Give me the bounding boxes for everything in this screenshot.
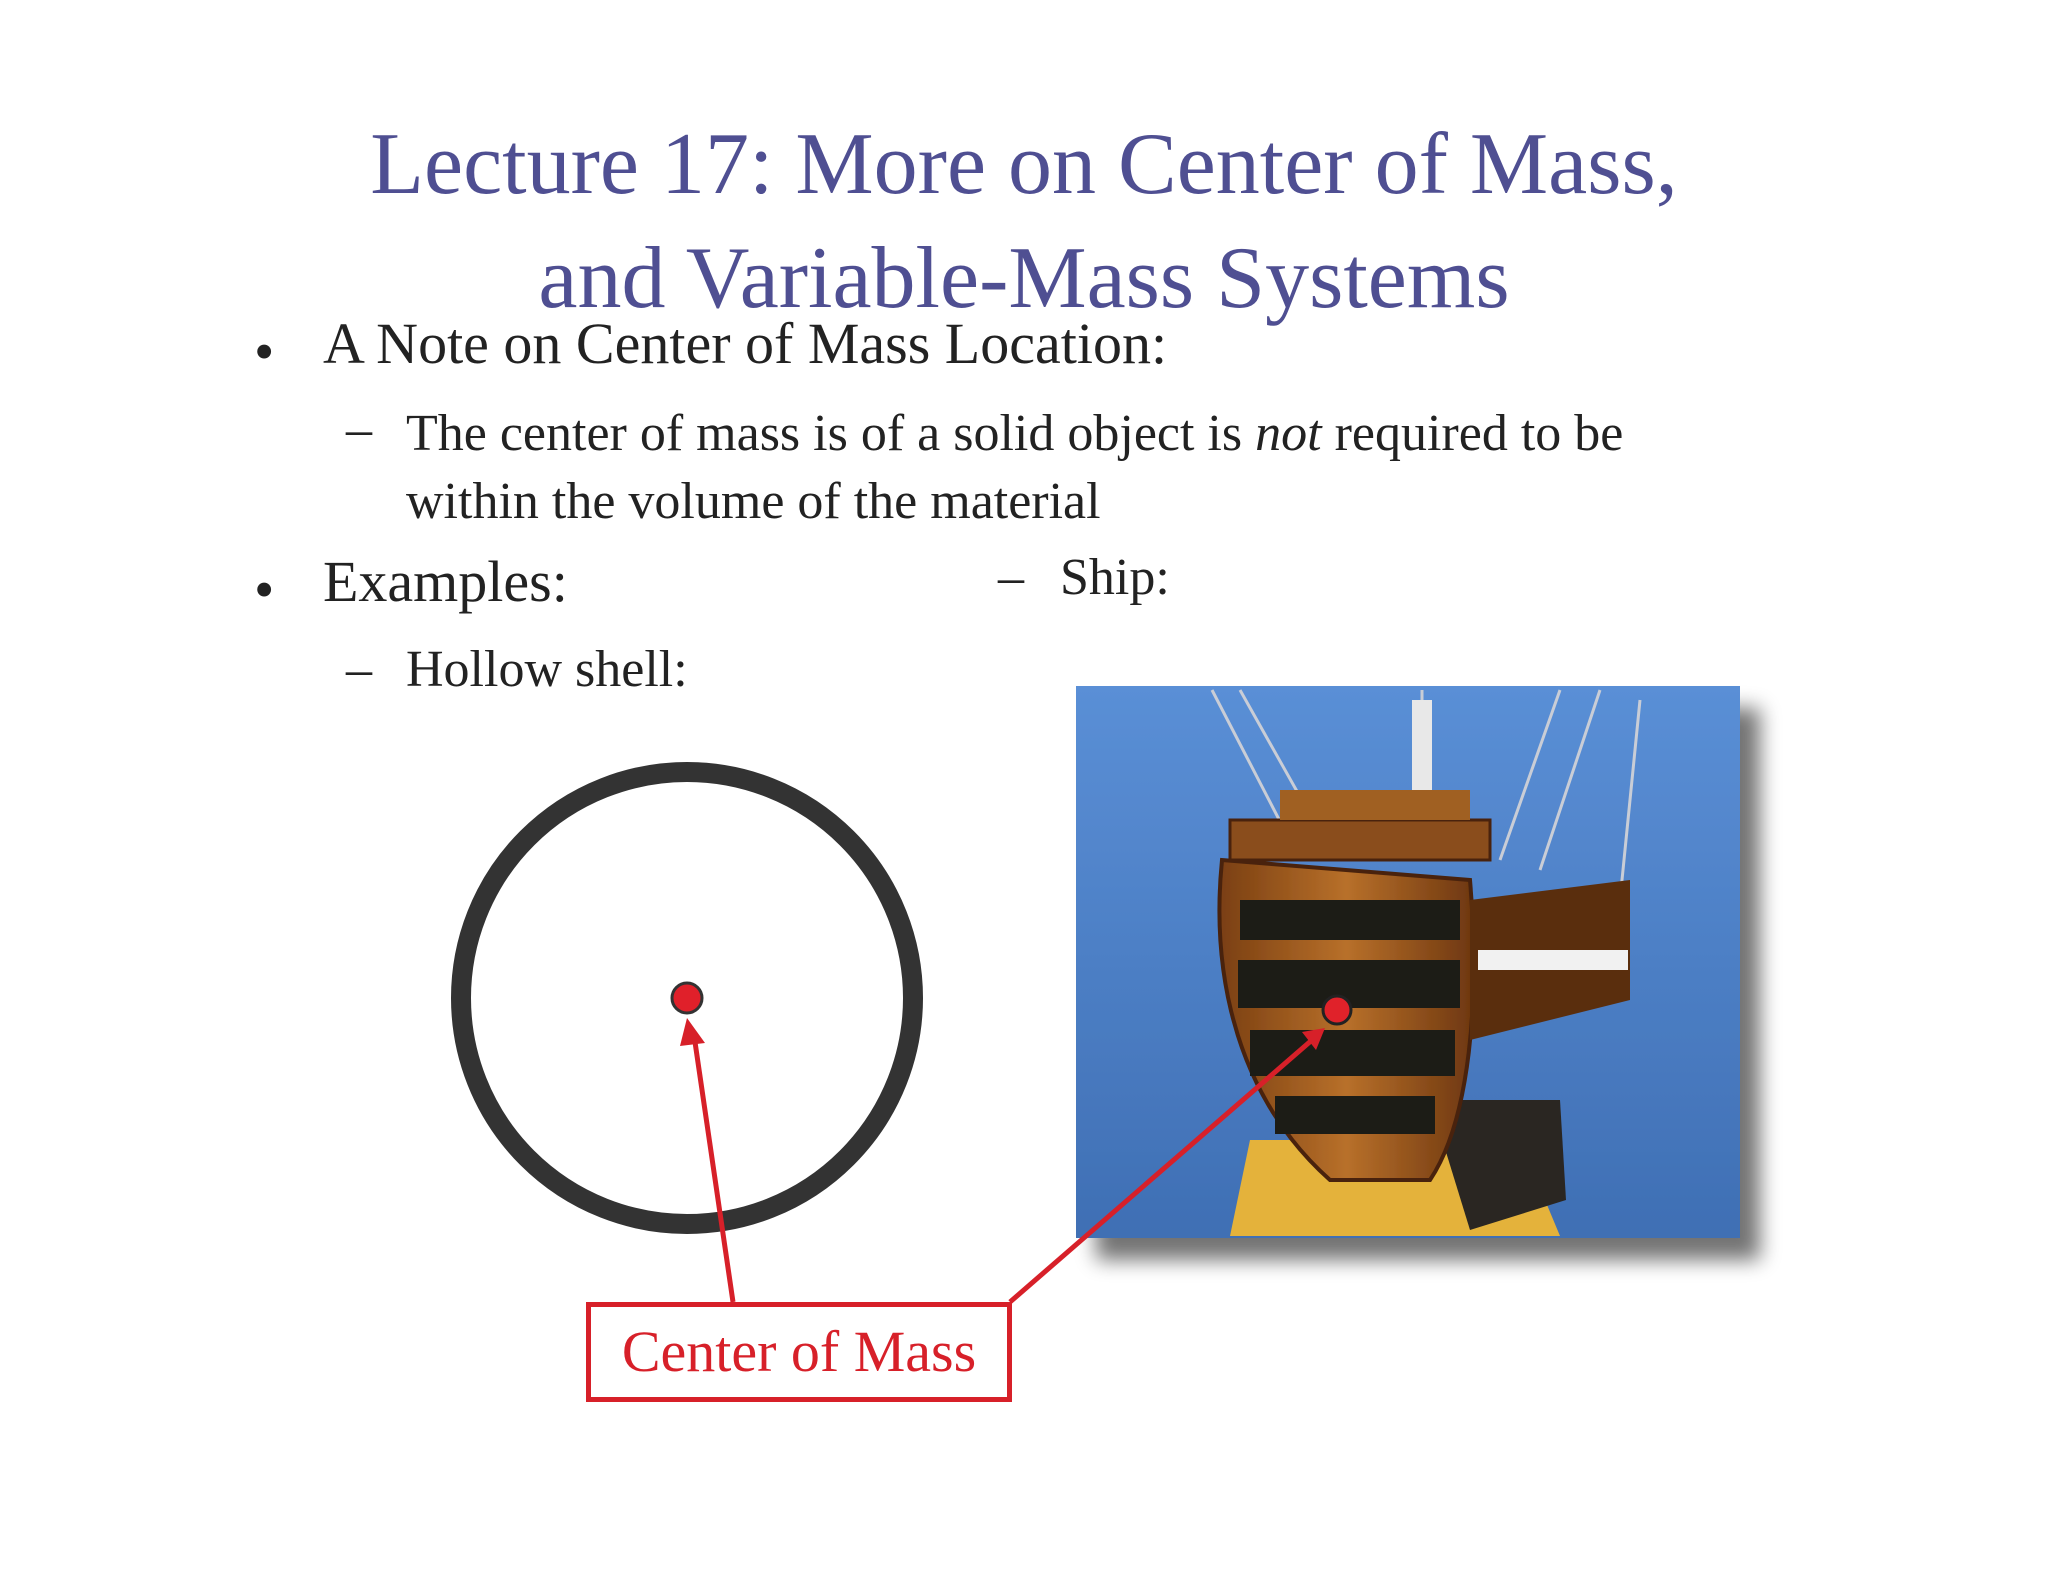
title-line-1: Lecture 17: More on Center of Mass,	[370, 116, 1678, 213]
center-of-mass-callout: Center of Mass	[586, 1302, 1012, 1402]
example-hollow-shell: Hollow shell:	[406, 641, 688, 698]
dash-marker: –	[998, 549, 1024, 606]
bullet-examples: Examples:	[323, 549, 568, 614]
sub-text-post: required to be	[1321, 405, 1624, 462]
ship-upper-deck	[1230, 820, 1490, 860]
sub-item-line-2: within the volume of the material	[406, 473, 1101, 530]
dash-marker: –	[346, 401, 372, 458]
ship-quarterdeck	[1280, 790, 1470, 820]
shell-center-of-mass-dot	[672, 983, 702, 1013]
example-ship: Ship:	[1060, 549, 1170, 606]
arrow-head-shell	[680, 1018, 705, 1046]
bullet-marker: •	[254, 557, 275, 622]
sub-text-pre: The center of mass is of a solid object is	[406, 405, 1256, 462]
sub-text-emphasis: not	[1255, 405, 1322, 462]
title-line-2: and Variable-Mass Systems	[538, 230, 1510, 327]
bullet-marker: •	[254, 319, 275, 384]
bullet-note-location: A Note on Center of Mass Location:	[323, 311, 1168, 376]
ship-gunport-stripe	[1478, 950, 1628, 970]
ship-center-of-mass-dot	[1323, 996, 1351, 1024]
ship-mast	[1412, 700, 1432, 800]
arrow-to-shell-center	[695, 1042, 733, 1302]
dash-marker: –	[346, 641, 372, 698]
